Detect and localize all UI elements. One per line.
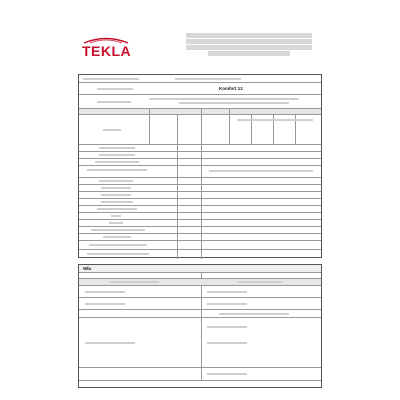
divider	[201, 310, 202, 317]
divider	[177, 234, 178, 240]
divider	[177, 213, 178, 219]
row-label	[99, 147, 135, 149]
row-label	[207, 326, 247, 328]
table-row	[79, 298, 321, 310]
row-label	[101, 187, 131, 189]
heat-output-table	[78, 264, 322, 388]
divider	[201, 178, 202, 184]
divider	[201, 234, 202, 240]
table-row	[79, 241, 321, 250]
table-row	[79, 83, 321, 95]
divider	[149, 109, 150, 114]
divider	[177, 250, 178, 259]
row-value	[179, 102, 289, 104]
row-label	[97, 208, 137, 210]
divider	[177, 185, 178, 191]
row-label	[219, 313, 289, 315]
divider	[201, 286, 202, 297]
table-row	[79, 368, 321, 381]
divider	[177, 192, 178, 198]
divider	[201, 241, 202, 249]
row-label	[237, 281, 283, 283]
section-title-text: Wła	[83, 266, 92, 271]
title-line	[208, 51, 290, 56]
table-row	[79, 192, 321, 199]
row-label	[103, 236, 131, 238]
divider	[201, 109, 202, 114]
divider	[201, 206, 202, 212]
row-label	[109, 222, 123, 224]
table-row	[79, 178, 321, 185]
table-row	[79, 199, 321, 206]
row-label	[97, 88, 133, 90]
divider	[177, 115, 178, 144]
row-label	[207, 303, 247, 305]
row-label	[87, 253, 149, 255]
tekla-logo-icon	[82, 36, 130, 58]
divider	[201, 115, 202, 144]
divider	[229, 115, 230, 144]
divider	[201, 318, 202, 367]
table-row	[79, 213, 321, 220]
table-row	[79, 234, 321, 241]
table-row	[79, 185, 321, 192]
row-label	[207, 291, 247, 293]
title-line	[186, 33, 312, 38]
row-value	[149, 98, 299, 100]
row-label	[87, 169, 147, 171]
row-label	[99, 180, 133, 182]
table-row	[79, 220, 321, 227]
table-row	[79, 318, 321, 368]
divider	[201, 298, 202, 309]
header-label	[237, 119, 313, 121]
row-value	[175, 78, 241, 80]
table-row	[79, 279, 321, 286]
title-line	[186, 39, 312, 44]
model-name: Komfort 12	[219, 86, 243, 91]
divider	[177, 166, 178, 177]
row-label	[89, 244, 147, 246]
divider	[177, 159, 178, 165]
divider	[201, 199, 202, 205]
table-row	[79, 166, 321, 178]
row-label	[95, 161, 139, 163]
divider	[177, 178, 178, 184]
product-info-table	[78, 74, 322, 258]
row-label	[97, 101, 131, 103]
divider	[177, 227, 178, 233]
table-header-row	[79, 115, 321, 145]
table-row	[79, 152, 321, 159]
divider	[201, 159, 202, 165]
divider	[177, 220, 178, 226]
divider	[177, 145, 178, 151]
row-label	[101, 194, 131, 196]
document-title	[178, 32, 320, 57]
row-label	[85, 291, 125, 293]
row-label	[207, 373, 247, 375]
title-line	[186, 45, 312, 50]
table-row	[79, 310, 321, 318]
document-page	[78, 24, 322, 382]
row-label	[91, 229, 145, 231]
table-row	[79, 250, 321, 259]
row-label	[85, 342, 135, 344]
row-value	[209, 170, 313, 172]
table-row	[79, 145, 321, 152]
row-label	[111, 215, 121, 217]
divider	[201, 227, 202, 233]
divider	[229, 109, 230, 114]
table-row	[79, 227, 321, 234]
table-header-row	[79, 272, 321, 279]
header-label	[103, 129, 121, 131]
divider	[177, 152, 178, 158]
divider	[201, 192, 202, 198]
divider	[201, 272, 202, 278]
table-row	[79, 75, 321, 83]
table-row	[79, 159, 321, 166]
row-label	[99, 154, 135, 156]
divider	[201, 368, 202, 380]
divider	[177, 206, 178, 212]
table-row	[79, 95, 321, 109]
divider	[201, 250, 202, 259]
divider	[201, 185, 202, 191]
row-label	[83, 78, 139, 80]
divider	[201, 213, 202, 219]
row-label	[207, 342, 247, 344]
divider	[149, 115, 150, 144]
row-label	[101, 201, 133, 203]
divider	[201, 166, 202, 177]
divider	[201, 152, 202, 158]
logo-wordmark: TEKLA	[82, 43, 132, 59]
row-label	[85, 303, 125, 305]
table-row	[79, 381, 321, 389]
divider	[177, 241, 178, 249]
table-row	[79, 286, 321, 298]
divider	[201, 220, 202, 226]
divider	[201, 145, 202, 151]
divider	[177, 199, 178, 205]
table-row	[79, 206, 321, 213]
row-label	[109, 281, 159, 283]
